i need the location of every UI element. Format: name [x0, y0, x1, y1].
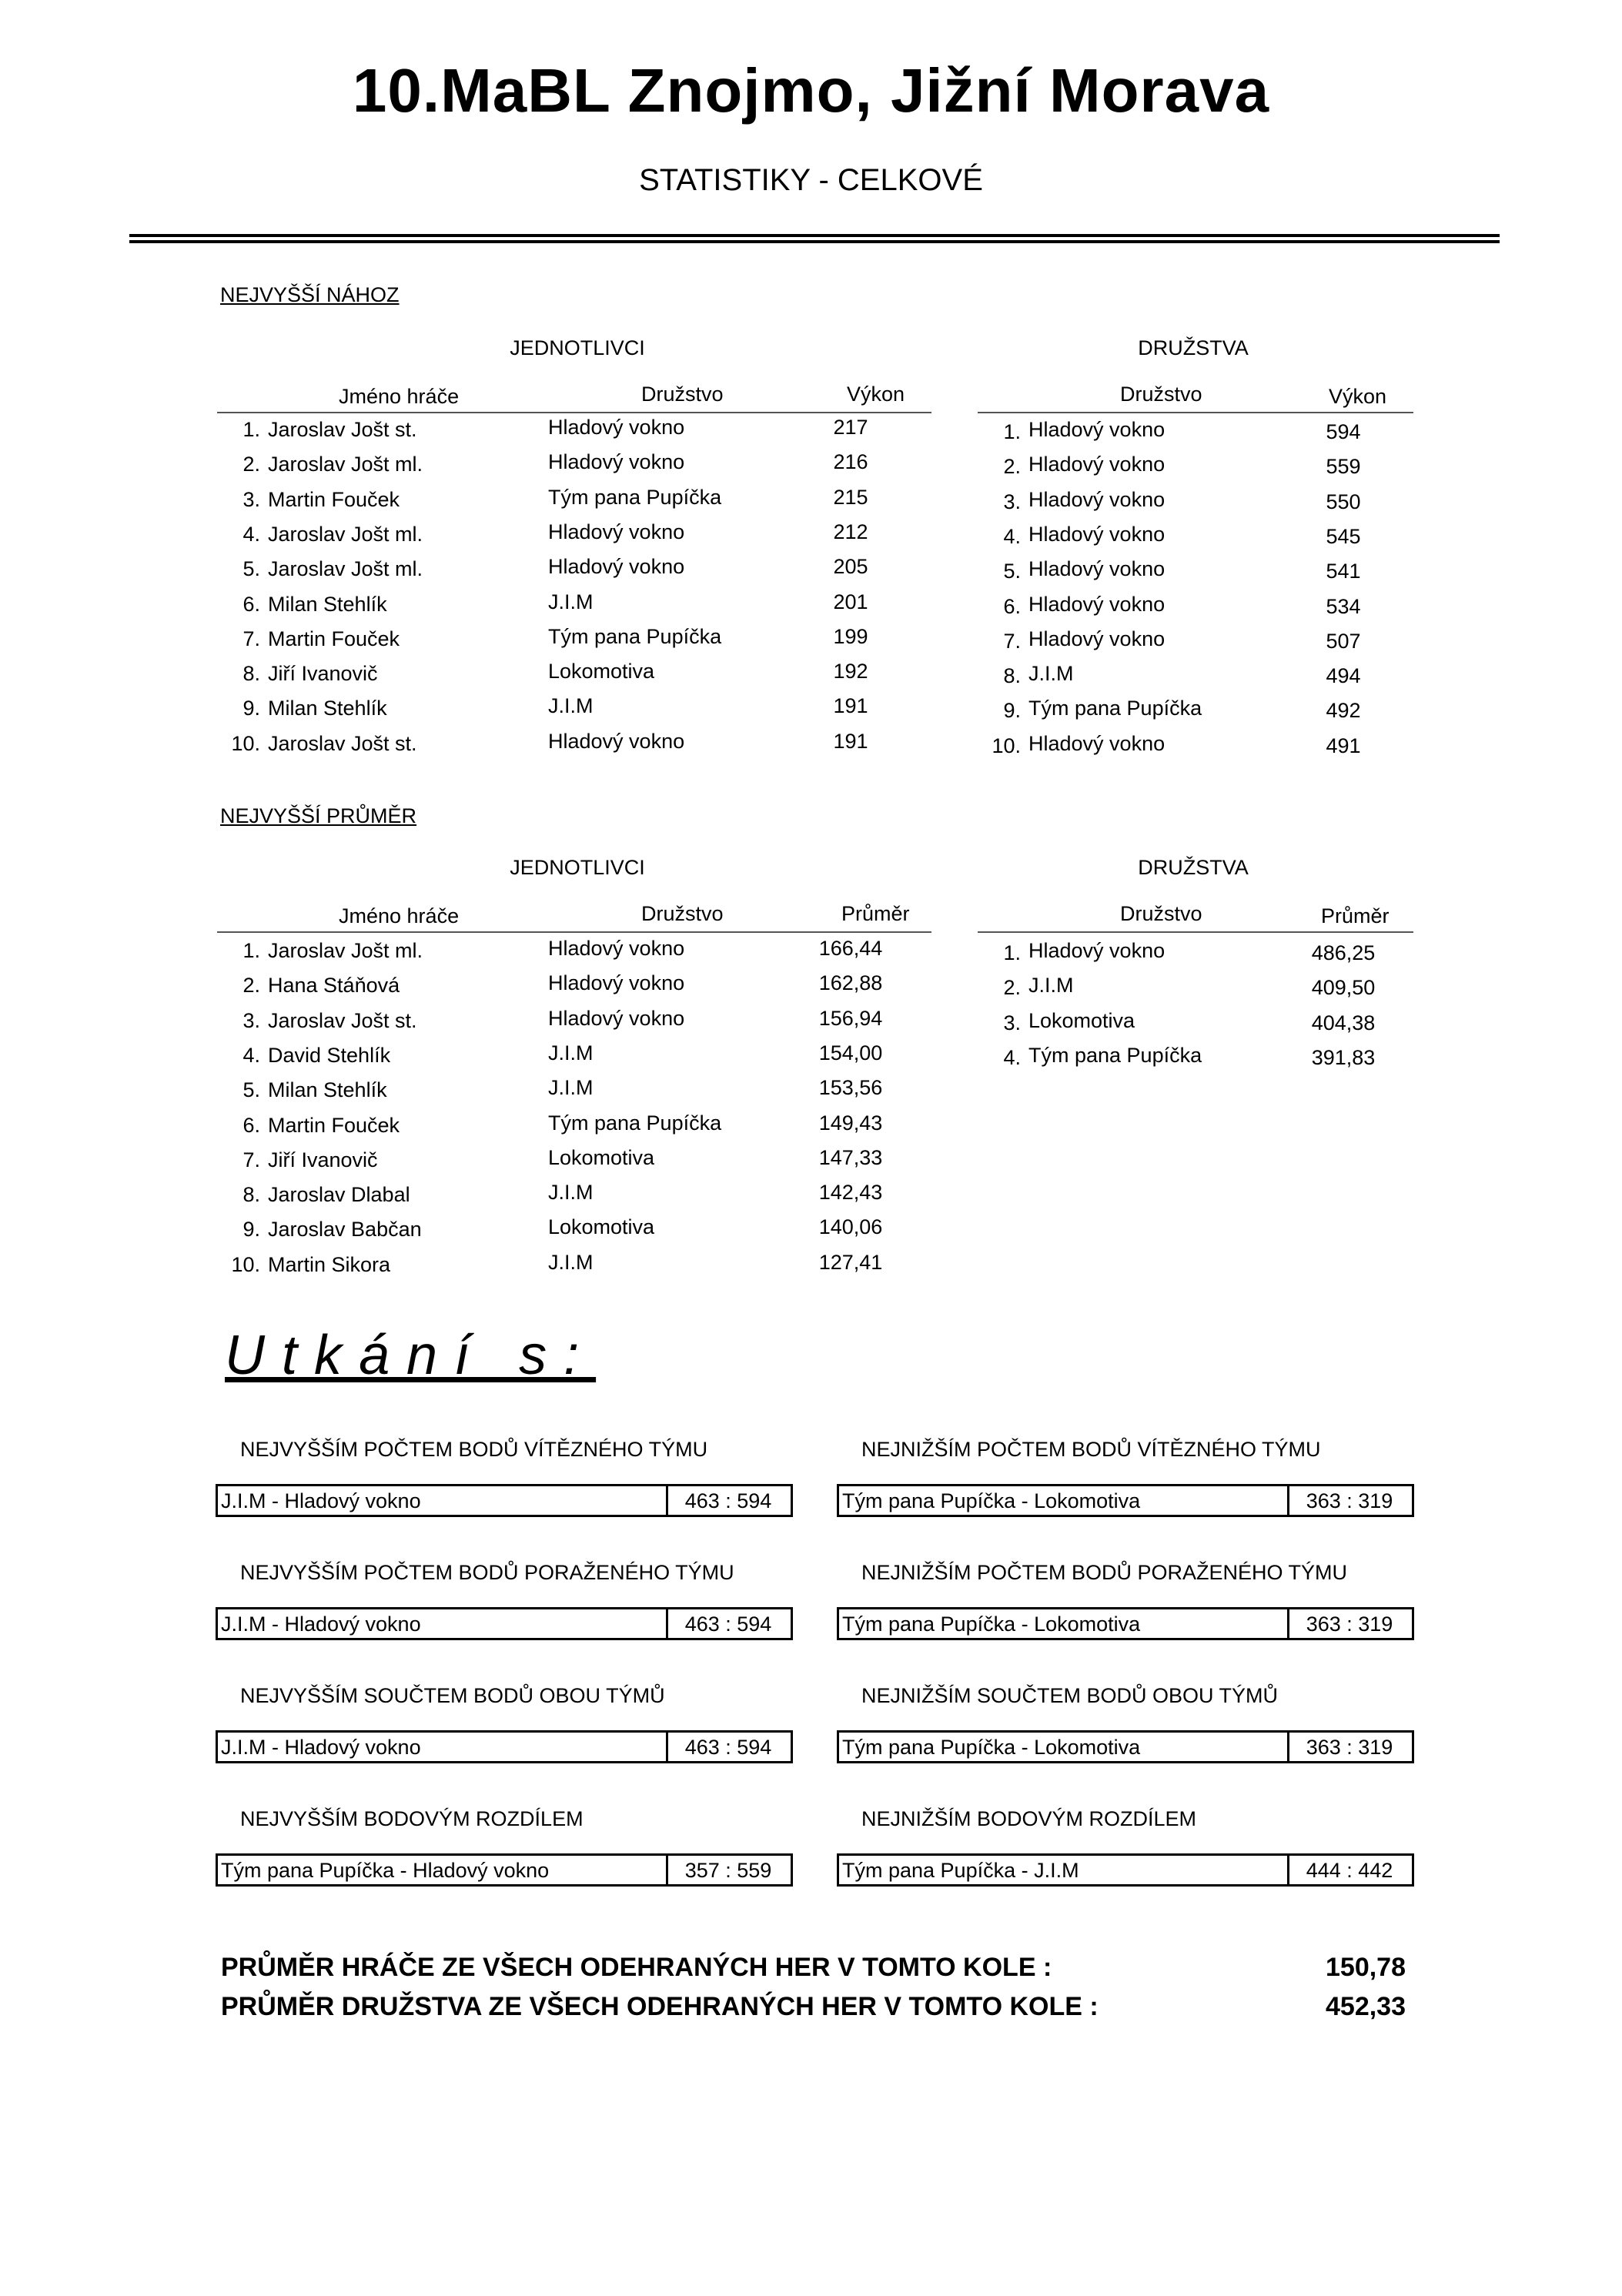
- team-average-label: PRŮMĚR DRUŽSTVA ZE VŠECH ODEHRANÝCH HER V TOMTO KOLE :: [221, 1992, 1099, 2021]
- player-name-cell: Jaroslav Jošt st.: [268, 1008, 417, 1032]
- value-cell: 545: [1326, 524, 1361, 548]
- match-record-box: [216, 1607, 793, 1640]
- value-cell: 217: [833, 416, 868, 439]
- value-cell: 541: [1326, 560, 1361, 583]
- match-teams: Tým pana Pupíčka - Lokomotiva: [842, 1736, 1141, 1759]
- player-name-cell: Jaroslav Dlabal: [268, 1183, 410, 1207]
- match-record-box: [216, 1484, 793, 1517]
- table-row: [217, 624, 931, 661]
- column-header-average: Průměr: [841, 902, 910, 925]
- value-cell: 140,06: [818, 1215, 883, 1239]
- team-cell: J.I.M: [1028, 662, 1074, 686]
- table-row: [978, 939, 1413, 973]
- team-cell: Hladový vokno: [548, 520, 685, 543]
- team-cell: Tým pana Pupíčka: [548, 485, 722, 509]
- match-score: 463 : 594: [684, 1613, 772, 1636]
- player-name-cell: Jaroslav Jošt ml.: [268, 453, 423, 476]
- value-cell: 492: [1326, 699, 1361, 723]
- team-cell: Lokomotiva: [1028, 1008, 1135, 1032]
- player-name-cell: Jiří Ivanovič: [268, 1148, 378, 1171]
- match-record-box: [837, 1853, 1414, 1887]
- rank-cell: 1.: [242, 939, 260, 962]
- match-teams: Tým pana Pupíčka - Lokomotiva: [842, 1613, 1141, 1636]
- value-cell: 550: [1326, 490, 1361, 513]
- rank-cell: 1.: [242, 418, 260, 441]
- match-score: 463 : 594: [684, 1736, 772, 1759]
- match-record-label: NEJNIŽŠÍM POČTEM BODŮ VÍTĚZNÉHO TÝMU: [861, 1438, 1321, 1461]
- team-cell: J.I.M: [548, 1181, 594, 1205]
- player-name-cell: Martin Fouček: [268, 1113, 400, 1137]
- table-row: [217, 1183, 931, 1217]
- rank-cell: 3.: [1003, 490, 1021, 513]
- table-row: [978, 523, 1413, 556]
- rank-cell: 6.: [1003, 594, 1021, 618]
- team-cell: Hladový vokno: [1028, 453, 1165, 476]
- table-row: [978, 732, 1413, 766]
- section-title-highest-throw: NEJVYŠŠÍ NÁHOZ: [220, 283, 400, 306]
- individuals-title: JEDNOTLIVCI: [510, 336, 645, 359]
- column-header-team: Družstvo: [1120, 902, 1202, 925]
- team-cell: Hladový vokno: [1028, 557, 1165, 581]
- table-row: [978, 697, 1413, 730]
- header-divider-top: [129, 234, 1500, 237]
- team-cell: Hladový vokno: [548, 729, 685, 753]
- value-cell: 507: [1326, 629, 1361, 653]
- rank-cell: 6.: [242, 592, 260, 616]
- table-row: [978, 1044, 1413, 1078]
- value-cell: 154,00: [818, 1041, 883, 1064]
- table-row: [978, 974, 1413, 1008]
- rank-cell: 10.: [231, 731, 260, 755]
- match-teams: Tým pana Pupíčka - Hladový vokno: [221, 1859, 550, 1882]
- rank-cell: 3.: [242, 487, 260, 511]
- team-cell: Hladový vokno: [548, 937, 685, 960]
- table-row: [217, 1041, 931, 1078]
- table-header-line: [217, 931, 931, 933]
- player-name-cell: Jaroslav Jošt st.: [268, 731, 417, 755]
- value-cell: 147,33: [818, 1145, 883, 1169]
- table-row: [978, 662, 1413, 696]
- team-cell: Tým pana Pupíčka: [1028, 697, 1202, 720]
- table-row: [978, 488, 1413, 522]
- team-cell: Tým pana Pupíčka: [548, 1111, 722, 1135]
- column-header-team: Družstvo: [641, 902, 724, 925]
- player-average-value: 150,78: [1326, 1953, 1406, 1982]
- team-cell: Hladový vokno: [1028, 939, 1165, 962]
- column-header-average: Průměr: [1321, 904, 1390, 927]
- rank-cell: 1.: [1003, 941, 1021, 964]
- match-record-label: NEJVYŠŠÍM POČTEM BODŮ PORAŽENÉHO TÝMU: [240, 1561, 734, 1584]
- team-cell: Hladový vokno: [1028, 731, 1165, 755]
- rank-cell: 3.: [1003, 1011, 1021, 1034]
- player-name-cell: Milan Stehlík: [268, 697, 387, 720]
- team-cell: Hladový vokno: [548, 555, 685, 579]
- rank-cell: 5.: [242, 557, 260, 581]
- rank-cell: 7.: [242, 1148, 260, 1171]
- table-row: [217, 590, 931, 627]
- value-cell: 199: [833, 624, 868, 648]
- match-teams: J.I.M - Hladový vokno: [221, 1489, 421, 1512]
- value-cell: 191: [833, 729, 868, 753]
- rank-cell: 7.: [1003, 629, 1021, 653]
- player-average-label: PRŮMĚR HRÁČE ZE VŠECH ODEHRANÝCH HER V TOMTO KOLE :: [221, 1953, 1052, 1982]
- rank-cell: 1.: [1003, 420, 1021, 443]
- rank-cell: 3.: [242, 1008, 260, 1032]
- table-row: [217, 1250, 931, 1287]
- player-name-cell: Martin Sikora: [268, 1252, 391, 1276]
- value-cell: 149,43: [818, 1111, 883, 1135]
- match-record-label: NEJNIŽŠÍM POČTEM BODŮ PORAŽENÉHO TÝMU: [861, 1561, 1348, 1584]
- value-cell: 192: [833, 660, 868, 683]
- team-cell: Lokomotiva: [548, 660, 655, 683]
- rank-cell: 10.: [231, 1252, 260, 1276]
- table-row: [978, 627, 1413, 661]
- team-cell: Hladový vokno: [1028, 487, 1165, 511]
- player-name-cell: Milan Stehlík: [268, 1078, 387, 1102]
- value-cell: 216: [833, 450, 868, 474]
- rank-cell: 9.: [1003, 699, 1021, 723]
- match-score: 357 : 559: [684, 1859, 772, 1882]
- table-row: [217, 971, 931, 1008]
- team-cell: Tým pana Pupíčka: [1028, 1043, 1202, 1067]
- rank-cell: 5.: [242, 1078, 260, 1102]
- match-record-label: NEJVYŠŠÍM SOUČTEM BODŮ OBOU TÝMŮ: [240, 1684, 665, 1707]
- value-cell: 391,83: [1311, 1045, 1376, 1069]
- rank-cell: 4.: [1003, 524, 1021, 548]
- team-cell: Hladový vokno: [1028, 627, 1165, 650]
- rank-cell: 7.: [242, 627, 260, 650]
- table-row: [217, 450, 931, 486]
- rank-cell: 2.: [242, 974, 260, 998]
- team-cell: J.I.M: [1028, 974, 1074, 998]
- table-row: [978, 1009, 1413, 1043]
- column-header-team: Družstvo: [1120, 383, 1202, 406]
- player-name-cell: Jaroslav Babčan: [268, 1218, 422, 1242]
- table-row: [217, 694, 931, 730]
- table-header-line: [217, 412, 931, 413]
- rank-cell: 10.: [992, 734, 1021, 757]
- column-header-player: Jméno hráče: [339, 904, 460, 927]
- rank-cell: 8.: [242, 662, 260, 686]
- player-name-cell: Jaroslav Jošt st.: [268, 418, 417, 441]
- rank-cell: 2.: [1003, 455, 1021, 479]
- match-record-label: NEJVYŠŠÍM BODOVÝM ROZDÍLEM: [240, 1807, 584, 1830]
- team-cell: Hladový vokno: [548, 1006, 685, 1030]
- value-cell: 153,56: [818, 1076, 883, 1100]
- value-cell: 559: [1326, 455, 1361, 479]
- table-row: [978, 557, 1413, 591]
- match-teams: J.I.M - Hladový vokno: [221, 1613, 421, 1636]
- column-header-player: Jméno hráče: [339, 385, 460, 408]
- individuals-title: JEDNOTLIVCI: [510, 856, 645, 879]
- player-name-cell: David Stehlík: [268, 1043, 391, 1067]
- value-cell: 534: [1326, 594, 1361, 618]
- rank-cell: 5.: [1003, 560, 1021, 583]
- player-name-cell: Hana Stáňová: [268, 974, 400, 998]
- page-title: 10.MaBL Znojmo, Jižní Morava: [352, 56, 1270, 125]
- match-record-box: [837, 1730, 1414, 1763]
- table-row: [978, 418, 1413, 452]
- team-cell: Lokomotiva: [548, 1215, 655, 1239]
- value-cell: 127,41: [818, 1250, 883, 1274]
- table-row: [217, 729, 931, 766]
- value-cell: 409,50: [1311, 976, 1376, 1000]
- column-header-team: Družstvo: [641, 383, 724, 406]
- rank-cell: 2.: [1003, 976, 1021, 1000]
- match-score: 363 : 319: [1306, 1613, 1393, 1636]
- table-row: [217, 1006, 931, 1043]
- match-record-box: [837, 1607, 1414, 1640]
- team-average-value: 452,33: [1326, 1992, 1406, 2021]
- table-row: [217, 1145, 931, 1182]
- match-teams: Tým pana Pupíčka - J.I.M: [842, 1859, 1079, 1882]
- player-name-cell: Jiří Ivanovič: [268, 662, 378, 686]
- section-title-highest-average: NEJVYŠŠÍ PRŮMĚR: [220, 804, 417, 827]
- table-row: [217, 557, 931, 591]
- team-cell: Hladový vokno: [1028, 592, 1165, 616]
- rank-cell: 6.: [242, 1113, 260, 1137]
- table-row: [978, 593, 1413, 627]
- team-cell: Hladový vokno: [548, 416, 685, 439]
- match-record-label: NEJNIŽŠÍM SOUČTEM BODŮ OBOU TÝMŮ: [861, 1684, 1279, 1707]
- rank-cell: 2.: [242, 453, 260, 476]
- player-name-cell: Martin Fouček: [268, 627, 400, 650]
- rank-cell: 8.: [242, 1183, 260, 1207]
- value-cell: 191: [833, 694, 868, 718]
- team-cell: J.I.M: [548, 590, 594, 613]
- team-cell: J.I.M: [548, 694, 594, 718]
- match-record-label: NEJVYŠŠÍM POČTEM BODŮ VÍTĚZNÉHO TÝMU: [240, 1438, 708, 1461]
- teams-title: DRUŽSTVA: [1138, 336, 1249, 359]
- rank-cell: 9.: [242, 1218, 260, 1242]
- value-cell: 142,43: [818, 1181, 883, 1205]
- value-cell: 494: [1326, 664, 1361, 688]
- matches-heading: Utkání s:: [225, 1325, 597, 1386]
- value-cell: 212: [833, 520, 868, 543]
- team-cell: Tým pana Pupíčka: [548, 624, 722, 648]
- value-cell: 162,88: [818, 971, 883, 995]
- value-cell: 404,38: [1311, 1011, 1376, 1034]
- rank-cell: 4.: [242, 1043, 260, 1067]
- table-row: [978, 453, 1413, 486]
- team-cell: J.I.M: [548, 1076, 594, 1100]
- rank-cell: 4.: [242, 522, 260, 546]
- team-cell: Hladový vokno: [548, 450, 685, 474]
- rank-cell: 4.: [1003, 1045, 1021, 1069]
- team-cell: Hladový vokno: [548, 971, 685, 995]
- team-cell: J.I.M: [548, 1250, 594, 1274]
- value-cell: 594: [1326, 420, 1361, 443]
- table-row: [217, 1215, 931, 1252]
- match-score: 363 : 319: [1306, 1736, 1393, 1759]
- match-record-box: [216, 1853, 793, 1887]
- team-cell: Hladový vokno: [1028, 522, 1165, 546]
- table-header-line: [978, 412, 1413, 413]
- table-row: [217, 1078, 931, 1112]
- match-record-label: NEJNIŽŠÍM BODOVÝM ROZDÍLEM: [861, 1807, 1197, 1830]
- value-cell: 215: [833, 485, 868, 509]
- team-cell: Lokomotiva: [548, 1145, 655, 1169]
- header-divider-bottom: [129, 240, 1500, 243]
- match-score: 444 : 442: [1306, 1859, 1393, 1882]
- value-cell: 166,44: [818, 937, 883, 960]
- page-subtitle: STATISTIKY - CELKOVÉ: [639, 163, 983, 197]
- table-row: [217, 520, 931, 556]
- table-row: [217, 418, 931, 452]
- team-cell: J.I.M: [548, 1041, 594, 1064]
- rank-cell: 9.: [242, 697, 260, 720]
- table-row: [217, 1111, 931, 1148]
- player-name-cell: Martin Fouček: [268, 487, 400, 511]
- player-name-cell: Jaroslav Jošt ml.: [268, 522, 423, 546]
- value-cell: 486,25: [1311, 941, 1376, 964]
- match-record-box: [216, 1730, 793, 1763]
- table-row: [217, 939, 931, 973]
- match-record-box: [837, 1484, 1414, 1517]
- table-header-line: [978, 931, 1413, 933]
- player-name-cell: Milan Stehlík: [268, 592, 387, 616]
- column-header-score: Výkon: [847, 383, 905, 406]
- match-score: 463 : 594: [684, 1489, 772, 1512]
- match-teams: Tým pana Pupíčka - Lokomotiva: [842, 1489, 1141, 1512]
- value-cell: 491: [1326, 734, 1361, 757]
- value-cell: 156,94: [818, 1006, 883, 1030]
- match-score: 363 : 319: [1306, 1489, 1393, 1512]
- value-cell: 201: [833, 590, 868, 613]
- table-row: [217, 485, 931, 522]
- table-row: [217, 662, 931, 696]
- player-name-cell: Jaroslav Jošt ml.: [268, 939, 423, 962]
- teams-title: DRUŽSTVA: [1138, 856, 1249, 879]
- column-header-score: Výkon: [1329, 385, 1387, 408]
- match-teams: J.I.M - Hladový vokno: [221, 1736, 421, 1759]
- value-cell: 205: [833, 555, 868, 579]
- rank-cell: 8.: [1003, 664, 1021, 688]
- player-name-cell: Jaroslav Jošt ml.: [268, 557, 423, 581]
- team-cell: Hladový vokno: [1028, 418, 1165, 441]
